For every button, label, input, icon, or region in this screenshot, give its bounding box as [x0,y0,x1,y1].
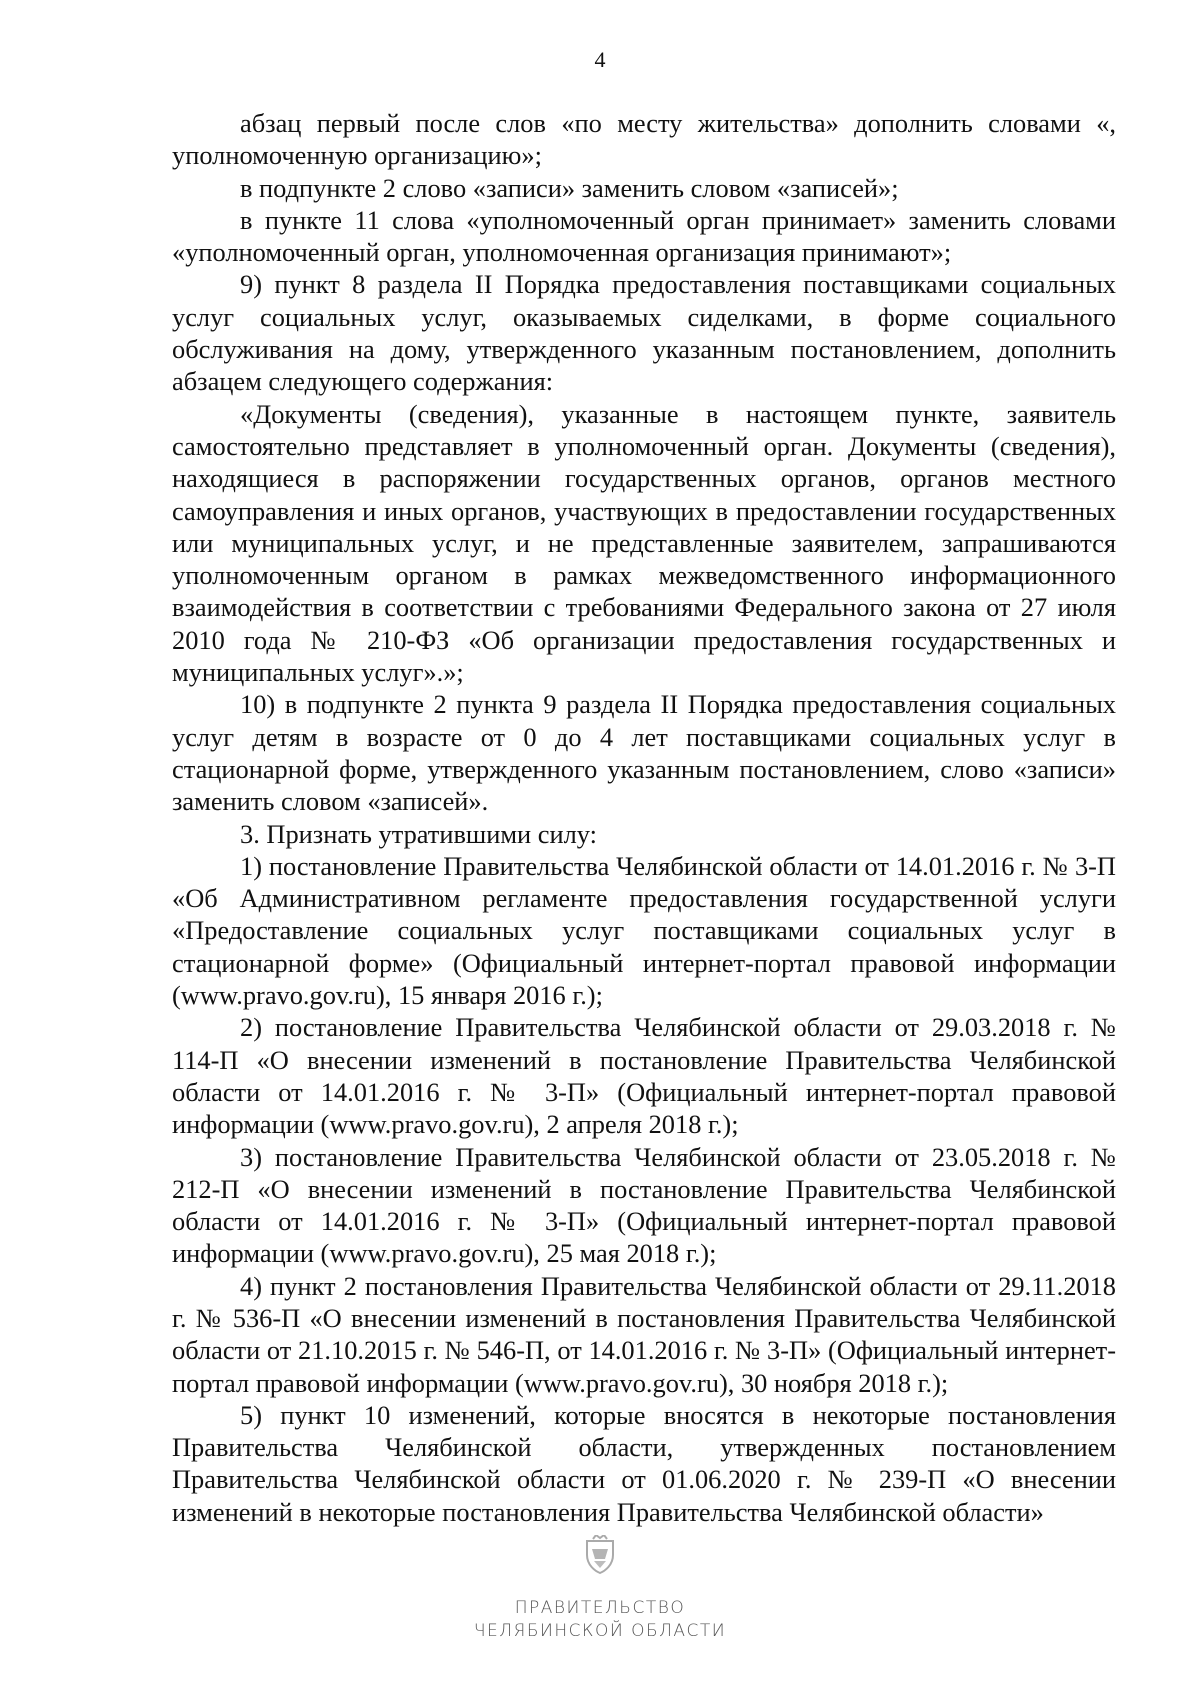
document-body [172,107,1116,1528]
paragraph: в подпункте 2 слово «записи» заменить словом «записей»; [240,172,899,203]
coat-of-arms-icon [583,1535,617,1575]
paragraph: в пункте 11 слова «уполномоченный орган принимает» заменить словами «уполномоченный орган, уполномоченная организация принимают»; [172,204,1116,268]
paragraph: 10) в подпункте 2 пункта 9 раздела II Порядка предоставления социальных услуг детям в возрасте от 0 до 4 лет поставщиками социальных услуг в стационарной форме, утвержденного указанным постановлением, слово «записи» заменить словом «записей». [172,689,1116,817]
stamp-line: ЧЕЛЯБИНСКОЙ ОБЛАСТИ [473,1621,727,1641]
paragraph: 4) пункт 2 постановления Правительства Челябинской области от 29.11.2018 г. № 536-П «О внесении изменений в постановления Правительства Челябинской области от 21.10.2015 г. № 546-П, от 14.01.2016 г. № 3-П» (Официальный интернет-портал правовой информации (www.pravo.gov.ru), 30 ноября 2018 г.); [172,1270,1116,1398]
paragraph: 1) постановление Правительства Челябинской области от 14.01.2016 г. № 3-П «Об Административном регламенте предоставления государственной услуги «Предоставление социальных услуг поставщиками социальных услуг в стационарной форме» (Официальный интернет-портал правовой информации (www.pravo.gov.ru), 15 января 2016 г.); [172,850,1116,1011]
paragraph: абзац первый после слов «по месту жительства» дополнить словами «, уполномоченную организацию»; [172,108,1116,171]
stamp-line: ПРАВИТЕЛЬСТВО [514,1598,686,1618]
paragraph: 9) пункт 8 раздела II Порядка предоставления поставщиками социальных услуг социальных услуг, оказываемых сиделками, в форме социального обслуживания на дому, утвержденного указанным постановлением, дополнить абзацем следующего содержания: [172,269,1116,397]
paragraph: 3) постановление Правительства Челябинской области от 23.05.2018 г. № 212-П «О внесении изменений в постановление Правительства Челябинской области от 14.01.2016 г. № 3-П» (Официальный интернет-портал правовой информации (www.pravo.gov.ru), 25 мая 2018 г.); [172,1141,1116,1269]
paragraph: 5) пункт 10 изменений, которые вносятся в некоторые постановления Правительства Челябинской области, утвержденных постановлением Правительства Челябинской области от 01.06.2020 г. № 239-П «О внесении изменений в некоторые постановления Правительства Челябинской области» [172,1399,1116,1527]
paragraph: 2) постановление Правительства Челябинской области от 29.03.2018 г. № 114-П «О внесении изменений в постановление Правительства Челябинской области от 14.01.2016 г. № 3-П» (Официальный интернет-портал правовой информации (www.pravo.gov.ru), 2 апреля 2018 г.); [172,1012,1116,1140]
paragraph: «Документы (сведения), указанные в настоящем пункте, заявитель самостоятельно представляет в уполномоченный орган. Документы (сведения), находящиеся в распоряжении государственных органов, органов местного самоуправления и иных органов, участвующих в предоставлении государственных или муниципальных услуг, и не представленные заявителем, запрашиваются уполномоченным органом в рамках межведомственного информационного взаимодействия в соответствии с требованиями Федерального закона от 27 июля 2010 года № 210-ФЗ «Об организации предоставления государственных и муниципальных услуг».»; [172,398,1116,688]
paragraph: 3. Признать утратившими силу: [240,818,597,849]
page-number: 4 [594,47,606,72]
